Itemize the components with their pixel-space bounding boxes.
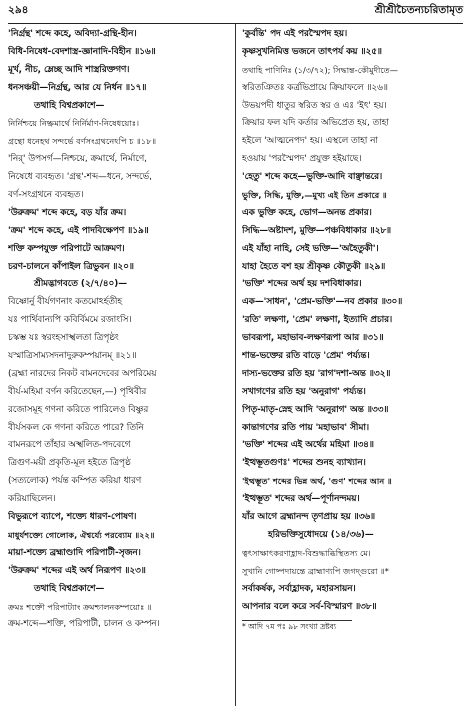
commentary-line: হওয়ায় 'পরস্মৈপদ' প্রযুক্ত হইয়াছে। xyxy=(241,154,362,165)
page-header xyxy=(8,4,463,20)
verse-line: কান্তাগণের রতি পায় 'মহাভাব' সীমা। xyxy=(241,422,370,433)
verse-line: মাধুর্যশক্ত্যে গোলোক, ঐশ্বর্য্যে পরব্যোম ॥২২॥ xyxy=(8,529,155,540)
verse-line: 'ইত্থম্ভূত' শব্দের ভিন্ন অর্থ, 'গুণ' শব্দের আন ॥ xyxy=(241,476,392,487)
verse-line: 'ইত্থম্ভূত' শব্দের অর্থ—পূর্ণানন্দময়। xyxy=(241,494,360,505)
verse-line: মায়া-শক্ত্যে ব্রহ্মাণ্ডাদি পরিপাটী-সৃজন। xyxy=(8,547,141,558)
right-column xyxy=(236,24,463,706)
verse-line: মূর্খ, নীচ, ম্লেচ্ছ আদি শাস্ত্ররিক্তগণ। xyxy=(8,64,130,75)
commentary-line: রজোসমূহ গণনা করিতে পারিলেও বিষ্ণুর xyxy=(8,404,149,415)
verse-line: যাঁর আগে ব্রহ্মানন্দ তৃণপ্রায় হয় ॥৩৬॥ xyxy=(241,512,375,523)
commentary-line: বামনরূপে তাঁহার অস্খলিত-পদবেগে xyxy=(8,440,131,451)
verse-line: এক ভুক্তি কহে, ভোগ—অনন্ত প্রকার। xyxy=(241,207,372,218)
verse-line: আপনার বলে করে সর্ব-বিস্মারণ ॥৩৮॥ xyxy=(241,601,377,612)
sanskrit-line: নির্নিশ্চয়ে নিষ্ক্রমার্থে নির্নির্মাণ-নিষেধয়োঃ। xyxy=(8,118,140,129)
sanskrit-line: বিষ্ণোর্নু বীর্যগণনাং কতমোঽর্হতীহ xyxy=(8,297,123,308)
verse-line: যাহা হৈতে বশ হয় শ্রীকৃষ্ণ কৌতুকী ॥২৯॥ xyxy=(241,261,386,272)
verse-line: 'হেতু' শব্দে কহে—ভুক্তি-আদি বাঞ্ছান্তরে। xyxy=(241,172,383,183)
verse-line: এক—'সাধন', 'প্রেম-ভক্তি'—নব প্রকার ॥৩০॥ xyxy=(241,297,403,308)
sanskrit-line: গ্রন্থো ধনেহথ সন্দর্ভে বর্ণসংগ্রথনেঽপি চ ॥১৮॥ xyxy=(8,136,157,147)
commentary-line: করিয়াছিলেন। xyxy=(8,494,56,505)
commentary-line: বর্ণ-সংগ্রথনে ব্যবহৃত। xyxy=(8,190,84,201)
verse-line: সিদ্ধি—অষ্টাদশ, মুক্তি—পঞ্চবিধাকার ॥২৮॥ xyxy=(241,225,392,236)
book-title: শ্রীশ্রীচৈতন্যচরিতামৃত xyxy=(374,4,463,16)
verse-line: 'কুর্বন্তি' পদ এই পরস্মৈপদ হয়। xyxy=(241,29,348,39)
sanskrit-line: সুখানি গোষ্পদায়ন্তে ব্রাহ্মাণ্যপি জগদ্গুরো ॥* xyxy=(241,565,389,576)
citation-line: তথাহি পাণিনিঃ (১/৩/৭২); সিদ্ধান্ত-কৌমুদীতে— xyxy=(241,64,398,75)
footnote: * আদি ৭ম পঃ ৯৮ সংখ্যা দ্রষ্টব্য xyxy=(241,622,337,632)
sanskrit-line: স্বরিতঞিতঃ কর্ত্রভিপ্রায়ে ক্রিয়াফলে ॥২৬॥ xyxy=(241,82,388,93)
citation-line: তথাহি বিশ্বপ্রকাশে— xyxy=(34,583,105,594)
commentary-line: বীর্যসকল কে গণনা করিতে পারে? তিনি xyxy=(8,422,144,433)
verse-line: বিভুরূপে ব্যাপে, শক্ত্যে ধারণ-পোষণ। xyxy=(8,512,137,523)
commentary-line: ত্রিগুণ-ময়ী প্রকৃতি-মূল হইতে ত্রিপৃষ্ঠ xyxy=(8,458,131,469)
commentary-line: (ব্রহ্মা নারদের নিকট বামনদেবের অপরিমেয় xyxy=(8,368,157,379)
verse-line: এই যাঁহা নাহি, সেই ভক্তি—'অহৈতুকী'। xyxy=(241,243,379,254)
left-column xyxy=(8,24,235,706)
sanskrit-line: যঃ পার্থিবান্যপি কবির্বিমমে রজাংসি। xyxy=(8,315,132,326)
verse-line: দাস্য-ভক্তের রতি হয় 'রাগ'দশা-অন্ত ॥৩২॥ xyxy=(241,368,391,379)
verse-line: চরণ-চালনে কাঁপাইল ত্রিভুবন ॥২০॥ xyxy=(8,261,134,272)
sanskrit-line: চস্কম্ভ যঃ স্বরংহসাস্খলতা ত্রিপৃষ্ঠং xyxy=(8,333,119,344)
text-columns xyxy=(8,24,463,706)
verse-line: ভুক্তি, সিদ্ধি, মুক্তি,—মুখ্য এই তিন প্রকারে ॥ xyxy=(241,190,387,201)
commentary-line: ক্রিয়ার ফল যদি কর্তার অভিপ্রেত হয়, তাহা xyxy=(241,118,389,129)
citation-line: তথাহি বিশ্বপ্রকাশে— xyxy=(34,100,105,111)
verse-line: শান্ত-ভক্তের রতি বাড়ে 'প্রেম' পর্য্যন্ত। xyxy=(241,351,370,362)
sanskrit-line: ক্রমঃ শক্তৌ পরিপাট্যাং ক্রমশ্চালনকম্পয়োঃ ॥ xyxy=(8,601,152,612)
verse-line: বিধি-নিষেধ-বেদশাস্ত্র-জ্ঞানাদি-বিহীন ॥১৬॥ xyxy=(8,46,156,57)
verse-line: 'ভক্তি' শব্দের এই অর্থের মহিমা ॥৩৪॥ xyxy=(241,440,374,451)
verse-line: কৃষ্ণসুখনিমিত্ত ভজনে তাৎপর্য কয় ॥২৫॥ xyxy=(241,46,382,57)
verse-line: 'ভক্তি' শব্দের অর্থ হয় দশবিধাকার। xyxy=(241,279,362,290)
commentary-line: উভয়পদী ধাতুর স্বরিত স্বর ও এঃ 'ইৎ' হয়। xyxy=(241,100,387,111)
page-number: ২৯৪ xyxy=(8,4,29,16)
citation-line: শ্রীমদ্ভাগবতে (২/৭/৪০)— xyxy=(34,279,128,290)
sanskrit-line: ত্বৎসাক্ষাৎকরণাহ্লাদ-বিশুদ্ধাব্ধিস্থিতস্য মে। xyxy=(241,547,371,558)
verse-line: ভাবরূপা, মহাভাব-লক্ষণরূপা আর ॥৩১॥ xyxy=(241,333,384,344)
verse-line: 'উরুক্রম' শব্দে কহে, বড় যাঁর ক্রম। xyxy=(8,207,127,218)
verse-line: 'নির্গ্রন্থ' শব্দে কহে, অবিদ্যা-গ্রন্থি-হীন। xyxy=(8,29,137,39)
commentary-line: বীর্য-মহিমা বর্ণন করিতেছেন,—) পৃথিবীর xyxy=(8,386,147,397)
verse-line: পিতৃ-মাতৃ-স্নেহ আদি 'অনুরাগ' অন্ত ॥৩৩॥ xyxy=(241,404,389,415)
verse-line: 'উরুক্রম' শব্দের এই অর্থ নিরূপণ ॥২৩॥ xyxy=(8,565,146,576)
verse-line: 'ইত্থম্ভূতগুণঃ' শব্দের শুনহ ব্যাখ্যান। xyxy=(241,458,366,469)
citation-line: হরিভক্তিসুধোদয়ে (১৪/৩৬)— xyxy=(267,529,374,540)
commentary-line: (সত্যলোক) পর্যন্ত কম্পিত করিয়া ধারণ xyxy=(8,476,142,487)
verse-line: শক্তি কম্পযুক্ত পরিপাটে আক্রমণ। xyxy=(8,243,125,254)
sanskrit-line: যস্মাত্রিসাম্যসদনাদুরুকম্পয়ানম্ ॥২১॥ xyxy=(8,351,137,362)
verse-line: সর্বাকর্ষক, সর্বাহ্লাদক, মহারসায়ন। xyxy=(241,583,356,594)
commentary-line: নিষেধে ব্যবহৃত। 'গ্রন্থ'-শব্দ—ধনে, সন্দর্ভে, xyxy=(8,172,152,183)
verse-line: 'ক্রম' শব্দে কহে, এই পাদবিক্ষেপণ ॥১৯॥ xyxy=(8,225,149,236)
verse-line: 'রতি' লক্ষণা, 'প্রেম' লক্ষণা, ইত্যাদি প্রচার। xyxy=(241,315,393,326)
verse-line: সখাগণের রতি হয় 'অনুরাগ' পর্য্যন্ত। xyxy=(241,386,366,397)
commentary-line: 'নির্' উপসর্গ—নিশ্চয়ে, ক্রমার্থে, নির্মাণে, xyxy=(8,154,147,165)
commentary-line: হইলে 'আত্মনেপদ' হয়। এস্থলে তাহা না xyxy=(241,136,378,147)
commentary-line: ক্রম-শব্দে—শক্তি, পরিপাটী, চালন ও কম্পন। xyxy=(8,619,160,630)
verse-line: ধনসঞ্চয়ী—নির্গ্রন্থ, আর যে নির্ধন ॥১৭॥ xyxy=(8,82,147,93)
